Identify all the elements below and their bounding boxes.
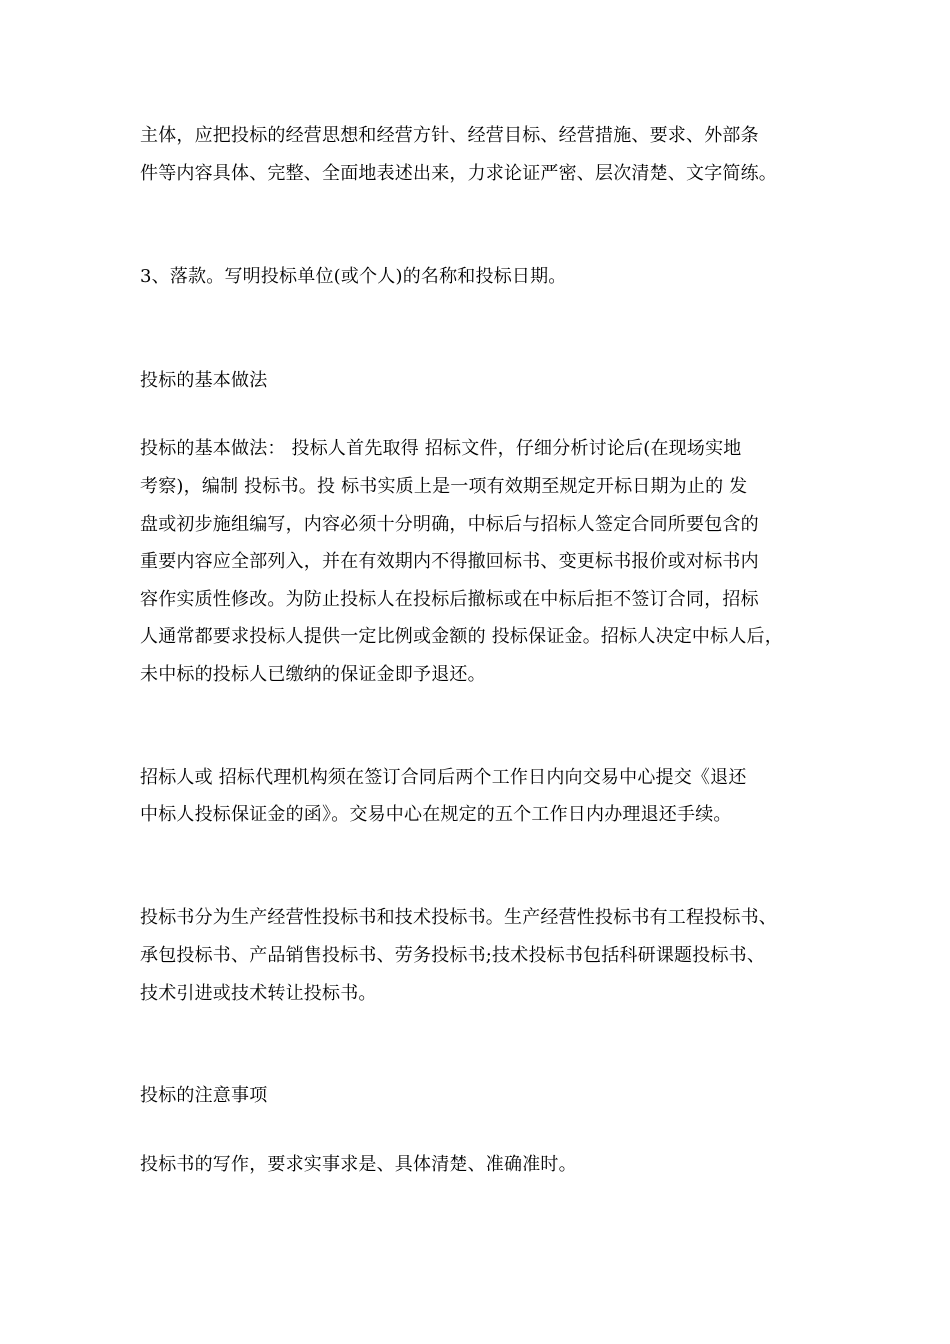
paragraph-line: 件等内容具体、完整、全面地表述出来，力求论证严密、层次清楚、文字简练。 xyxy=(140,163,777,184)
paragraph-line: 3、落款。写明投标单位(或个人)的名称和投标日期。 xyxy=(140,266,567,287)
paragraph-line: 重要内容应全部列入，并在有效期内不得撤回标书、变更标书报价或对标书内 xyxy=(140,551,759,572)
paragraph-line: 承包投标书、产品销售投标书、劳务投标书;技术投标书包括科研课题投标书、 xyxy=(140,945,766,966)
paragraph-line: 考察)，编制 投标书。投 标书实质上是一项有效期至规定开标日期为止的 发 xyxy=(140,476,748,497)
paragraph-line: 主体，应把投标的经营思想和经营方针、经营目标、经营措施、要求、外部条 xyxy=(140,125,759,146)
section-heading: 投标的注意事项 xyxy=(140,1085,268,1106)
paragraph-line: 未中标的投标人已缴纳的保证金即予退还。 xyxy=(140,664,486,685)
paragraph-line: 投标书的写作，要求实事求是、具体清楚、准确准时。 xyxy=(140,1154,577,1175)
paragraph-line: 盘或初步施组编写，内容必须十分明确，中标后与招标人签定合同所要包含的 xyxy=(140,514,759,535)
paragraph-line: 人通常都要求投标人提供一定比例或金额的 投标保证金。招标人决定中标人后， xyxy=(140,626,783,647)
paragraph-line: 技术引进或技术转让投标书。 xyxy=(140,983,377,1004)
paragraph-line: 投标书分为生产经营性投标书和技术投标书。生产经营性投标书有工程投标书、 xyxy=(140,907,777,928)
paragraph-line: 招标人或 招标代理机构须在签订合同后两个工作日内向交易中心提交《退还 xyxy=(140,767,747,788)
section-heading: 投标的基本做法 xyxy=(140,370,268,391)
paragraph-line: 容作实质性修改。为防止投标人在投标后撤标或在中标后拒不签订合同，招标 xyxy=(140,589,759,610)
paragraph-line: 投标的基本做法： 投标人首先取得 招标文件，仔细分析讨论后(在现场实地 xyxy=(140,438,742,459)
paragraph-line: 中标人投标保证金的函》。交易中心在规定的五个工作日内办理退还手续。 xyxy=(140,804,732,825)
